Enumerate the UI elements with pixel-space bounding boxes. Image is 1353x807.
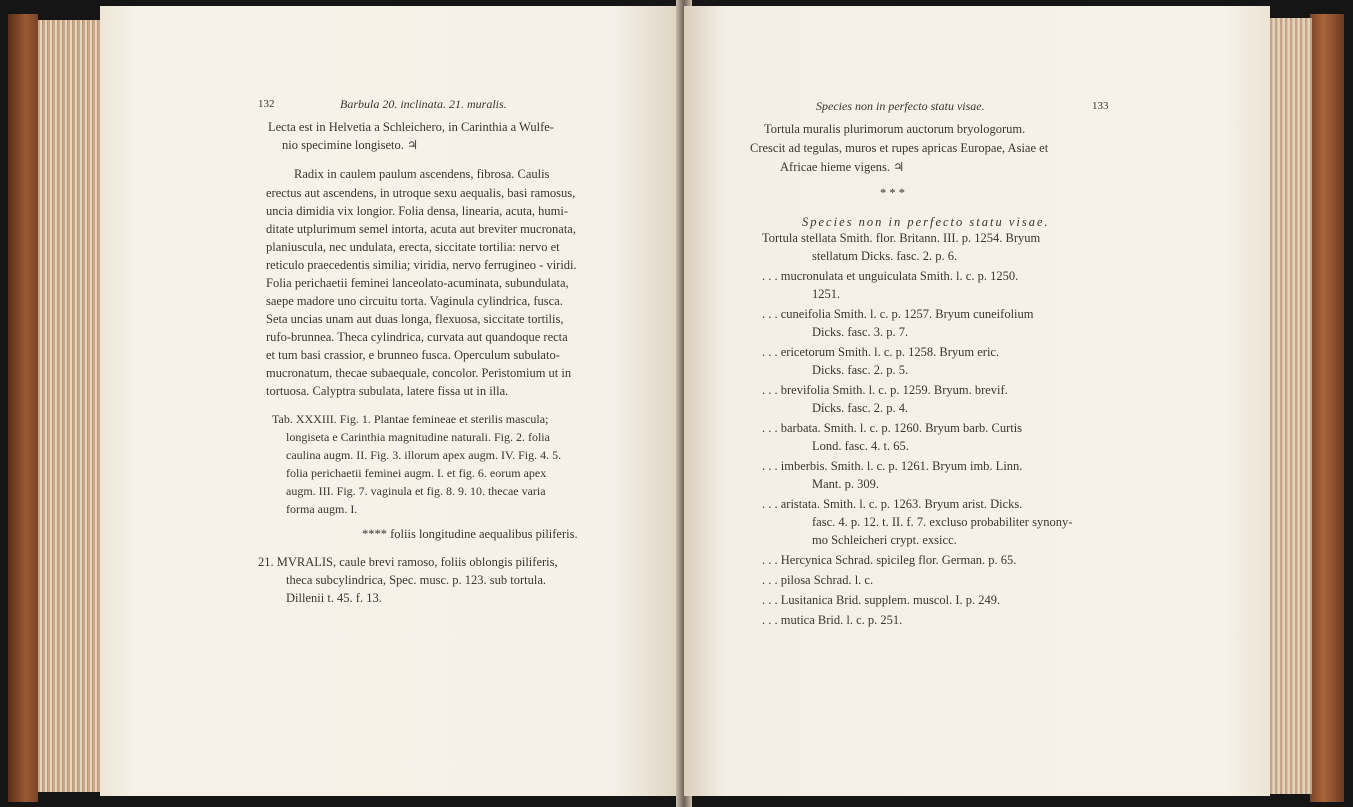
text-line: augm. III. Fig. 7. vaginula et fig. 8. 9. 10. thecae varia xyxy=(286,484,546,498)
text-line: fasc. 4. p. 12. t. II. f. 7. excluso probabiliter synony- xyxy=(812,515,1073,529)
text-line: stellatum Dicks. fasc. 2. p. 6. xyxy=(812,249,958,263)
text-line: . . . imberbis. Smith. l. c. p. 1261. Bryum imb. Linn. xyxy=(762,459,1023,473)
text-line: . . . cuneifolia Smith. l. c. p. 1257. Bryum cuneifolium xyxy=(762,307,1034,321)
text-line: reticulo praecedentis similia; viridia, nervo ferrugineo - viridi. xyxy=(266,258,577,272)
text-line: mucronatum, thecae subaequale, concolor. Peristomium ut in xyxy=(266,366,572,380)
text-line: Lond. fasc. 4. t. 65. xyxy=(812,439,909,453)
text-line: Tortula stellata Smith. flor. Britann. III. p. 1254. Bryum xyxy=(762,231,1041,245)
page-edges-right xyxy=(1268,18,1312,794)
text-line: Tab. XXXIII. Fig. 1. Plantae femineae et sterilis mascula; xyxy=(272,412,549,426)
section-heading: Species non in perfecto statu visae. xyxy=(802,215,1050,229)
text-line: forma augm. I. xyxy=(286,502,358,516)
asterism: * * * xyxy=(880,186,905,200)
section-heading: **** foliis longitudine aequalibus piliferis. xyxy=(362,527,578,541)
text-line: nio specimine longiseto. ♃ xyxy=(282,138,419,152)
text-line: . . . brevifolia Smith. l. c. p. 1259. Bryum. brevif. xyxy=(762,383,1008,397)
text-line: 1251. xyxy=(812,287,841,301)
book-cover-right xyxy=(1310,14,1344,802)
book-cover-left xyxy=(8,14,38,802)
text-line: Dillenii t. 45. f. 13. xyxy=(286,591,382,605)
text-line: 21. MVRALIS, caule brevi ramoso, foliis oblongis piliferis, xyxy=(258,555,558,569)
text-line: erectus aut ascendens, in utroque sexu aequalis, basi ramosus, xyxy=(266,186,576,200)
text-line: uncia dimidia vix longior. Folia densa, linearia, acuta, humi- xyxy=(266,204,569,218)
text-line: . . . Hercynica Schrad. spicileg flor. German. p. 65. xyxy=(762,553,1017,567)
text-line: Dicks. fasc. 3. p. 7. xyxy=(812,325,909,339)
text-line: Africae hieme vigens. ♃ xyxy=(780,160,905,174)
text-line: Radix in caulem paulum ascendens, fibrosa. Caulis xyxy=(294,167,550,181)
text-line: . . . mutica Brid. l. c. p. 251. xyxy=(762,613,903,627)
text-line: Crescit ad tegulas, muros et rupes apricas Europae, Asiae et xyxy=(750,141,1049,155)
right-running-title: Species non in perfecto statu visae. xyxy=(816,99,985,113)
text-line: folia perichaetii feminei augm. I. et fig. 6. eorum apex xyxy=(286,466,547,480)
text-line: theca subcylindrica, Spec. musc. p. 123. sub tortula. xyxy=(286,573,547,587)
text-line: et tum basi crassior, e brunneo fusca. Operculum subulato- xyxy=(266,348,560,362)
text-line: tortuosa. Calyptra subulata, latere fissa ut in illa. xyxy=(266,384,509,398)
right-page-number: 133 xyxy=(1092,100,1109,112)
text-line: planiuscula, nec undulata, erecta, siccitate tortilia: nervo et xyxy=(266,240,560,254)
text-line: rufo-brunnea. Theca cylindrica, curvata aut quandoque recta xyxy=(266,330,568,344)
page-edges-left xyxy=(38,20,104,792)
text-line: . . . ericetorum Smith. l. c. p. 1258. Bryum eric. xyxy=(762,345,1000,359)
text-line: . . . pilosa Schrad. l. c. xyxy=(762,573,874,587)
right-page xyxy=(684,6,1270,796)
text-line: Dicks. fasc. 2. p. 4. xyxy=(812,401,909,415)
left-running-title: Barbula 20. inclinata. 21. muralis. xyxy=(340,97,507,111)
text-line: Tortula muralis plurimorum auctorum bryologorum. xyxy=(764,122,1026,136)
text-line: Folia perichaetii feminei lanceolato-acuminata, subundulata, xyxy=(266,276,569,290)
left-page xyxy=(100,6,682,796)
text-line: . . . mucronulata et unguiculata Smith. l. c. p. 1250. xyxy=(762,269,1019,283)
text-line: longiseta e Carinthia magnitudine naturali. Fig. 2. folia xyxy=(286,430,550,444)
text-line: Lecta est in Helvetia a Schleichero, in Carinthia a Wulfe- xyxy=(268,120,554,134)
text-line: saepe madore uno circuitu torta. Vaginula cylindrica, fusca. xyxy=(266,294,563,308)
text-line: Mant. p. 309. xyxy=(812,477,880,491)
text-line: mo Schleicheri crypt. exsicc. xyxy=(812,533,957,547)
text-line: caulina augm. II. Fig. 3. illorum apex augm. IV. Fig. 4. 5. xyxy=(286,448,562,462)
text-line: . . . Lusitanica Brid. supplem. muscol. I. p. 249. xyxy=(762,593,1001,607)
text-line: . . . barbata. Smith. l. c. p. 1260. Bryum barb. Curtis xyxy=(762,421,1023,435)
text-line: . . . aristata. Smith. l. c. p. 1263. Bryum arist. Dicks. xyxy=(762,497,1023,511)
text-line: Dicks. fasc. 2. p. 5. xyxy=(812,363,909,377)
text-line: Seta uncias unam aut duas longa, flexuosa, siccitate tortilis, xyxy=(266,312,564,326)
text-line: ditate utplurimum semel intorta, acuta aut breviter mucronata, xyxy=(266,222,576,236)
left-page-number: 132 xyxy=(258,98,275,110)
